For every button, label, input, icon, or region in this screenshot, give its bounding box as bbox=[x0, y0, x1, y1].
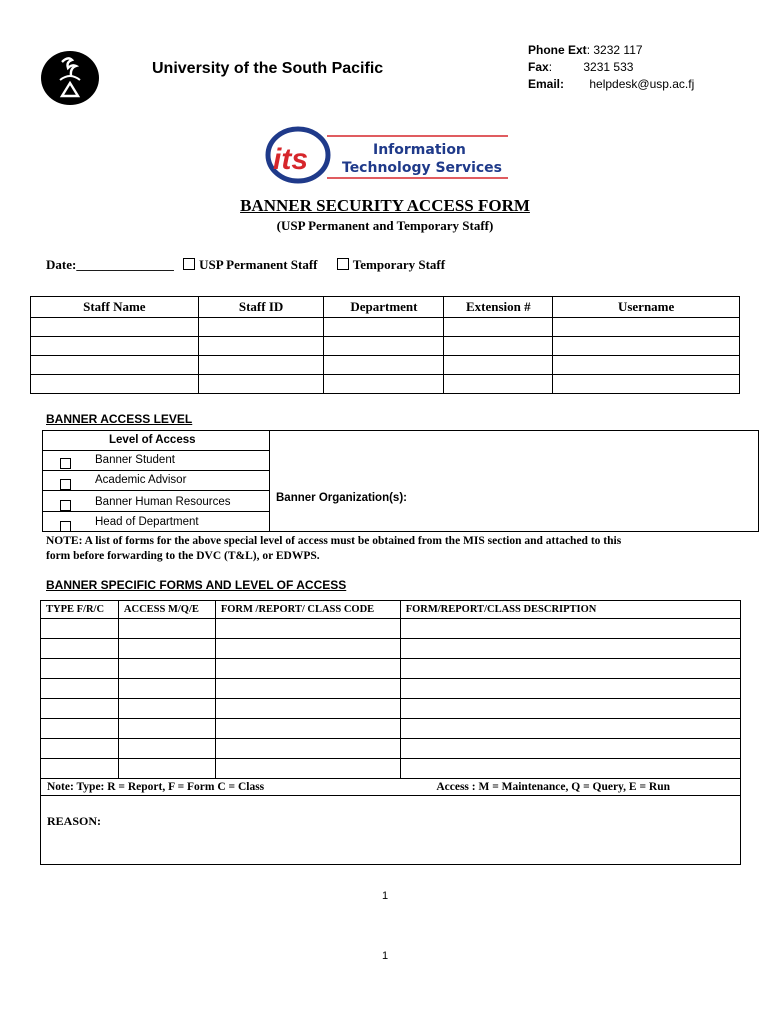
table-row bbox=[41, 759, 741, 779]
academic-advisor-checkbox[interactable] bbox=[60, 479, 71, 490]
table-cell[interactable] bbox=[400, 739, 740, 759]
table-cell[interactable] bbox=[41, 619, 119, 639]
col-description: FORM/REPORT/CLASS DESCRIPTION bbox=[400, 601, 740, 619]
table-cell[interactable] bbox=[400, 679, 740, 699]
usp-logo bbox=[40, 50, 100, 106]
table-cell[interactable] bbox=[41, 739, 119, 759]
table-cell[interactable] bbox=[31, 318, 199, 337]
table-cell[interactable] bbox=[553, 356, 740, 375]
svg-text:Technology Services: Technology Services bbox=[342, 160, 503, 176]
table-row bbox=[41, 719, 741, 739]
col-staff-id: Staff ID bbox=[198, 297, 324, 318]
table-cell[interactable] bbox=[444, 337, 553, 356]
table-row bbox=[31, 337, 740, 356]
table-cell[interactable] bbox=[215, 679, 400, 699]
banner-hr-checkbox[interactable] bbox=[60, 500, 71, 511]
table-cell[interactable] bbox=[400, 759, 740, 779]
table-cell[interactable] bbox=[118, 699, 215, 719]
table-cell[interactable] bbox=[41, 639, 119, 659]
table-cell[interactable] bbox=[553, 337, 740, 356]
temporary-staff-checkbox[interactable] bbox=[337, 258, 349, 270]
page-number: 1 bbox=[381, 890, 389, 902]
col-staff-name: Staff Name bbox=[31, 297, 199, 318]
access-level-list bbox=[43, 431, 270, 531]
col-department: Department bbox=[324, 297, 444, 318]
table-row bbox=[31, 318, 740, 337]
reason-label: REASON: bbox=[47, 814, 102, 828]
table-cell[interactable] bbox=[215, 759, 400, 779]
form-title: BANNER SECURITY ACCESS FORM bbox=[240, 196, 530, 215]
permanent-staff-label: USP Permanent Staff bbox=[199, 257, 318, 272]
access-level-heading: BANNER ACCESS LEVEL bbox=[46, 412, 193, 426]
table-cell[interactable] bbox=[198, 356, 324, 375]
table-row bbox=[31, 375, 740, 394]
table-cell[interactable] bbox=[215, 739, 400, 759]
table-cell[interactable] bbox=[400, 719, 740, 739]
banner-student-checkbox[interactable] bbox=[60, 458, 71, 469]
svg-text:Information: Information bbox=[373, 142, 466, 158]
col-code: FORM /REPORT/ CLASS CODE bbox=[215, 601, 400, 619]
reason-field[interactable] bbox=[41, 796, 741, 865]
table-row bbox=[41, 619, 741, 639]
table-cell[interactable] bbox=[118, 619, 215, 639]
table-cell[interactable] bbox=[198, 375, 324, 394]
table-cell[interactable] bbox=[324, 318, 444, 337]
table-cell[interactable] bbox=[118, 659, 215, 679]
access-option-banner-student[interactable]: Banner Student bbox=[43, 451, 269, 471]
date-line bbox=[46, 257, 445, 273]
table-cell[interactable] bbox=[118, 739, 215, 759]
table-row bbox=[41, 699, 741, 719]
table-cell[interactable] bbox=[400, 659, 740, 679]
temporary-staff-label: Temporary Staff bbox=[352, 257, 446, 272]
table-cell[interactable] bbox=[324, 337, 444, 356]
specific-forms-heading: BANNER SPECIFIC FORMS AND LEVEL OF ACCESS bbox=[46, 578, 347, 592]
col-extension: Extension # bbox=[444, 297, 553, 318]
access-level-header: Level of Access bbox=[43, 431, 269, 451]
table-cell[interactable] bbox=[444, 375, 553, 394]
table-cell[interactable] bbox=[400, 619, 740, 639]
table-cell[interactable] bbox=[198, 337, 324, 356]
table-cell[interactable] bbox=[41, 699, 119, 719]
table-cell[interactable] bbox=[553, 318, 740, 337]
forms-note-row bbox=[41, 779, 741, 796]
permanent-staff-checkbox[interactable] bbox=[183, 258, 195, 270]
table-row bbox=[41, 739, 741, 759]
table-cell[interactable] bbox=[400, 639, 740, 659]
contact-phone: Phone Ext: 3232 117 bbox=[528, 43, 643, 57]
table-cell[interactable] bbox=[215, 699, 400, 719]
table-cell[interactable] bbox=[215, 719, 400, 739]
contact-email: Email: helpdesk@usp.ac.fj bbox=[528, 77, 695, 91]
table-cell[interactable] bbox=[324, 356, 444, 375]
access-option-banner-hr[interactable]: Banner Human Resources bbox=[43, 491, 269, 512]
table-row bbox=[41, 639, 741, 659]
page-number: 1 bbox=[381, 950, 389, 962]
head-of-department-checkbox[interactable] bbox=[60, 521, 71, 532]
table-cell[interactable] bbox=[31, 356, 199, 375]
table-cell[interactable] bbox=[41, 719, 119, 739]
table-cell[interactable] bbox=[215, 619, 400, 639]
svg-text:its: its bbox=[273, 143, 309, 176]
table-row bbox=[41, 659, 741, 679]
table-cell[interactable] bbox=[198, 318, 324, 337]
table-cell[interactable] bbox=[118, 679, 215, 699]
table-cell[interactable] bbox=[324, 375, 444, 394]
banner-organization-label: Banner Organization(s): bbox=[276, 492, 407, 504]
forms-table-body bbox=[41, 619, 741, 779]
access-option-academic-advisor[interactable]: Academic Advisor bbox=[43, 471, 269, 491]
access-level-box bbox=[42, 430, 759, 532]
contact-fax: Fax: 3231 533 bbox=[528, 60, 634, 74]
access-legend: Access : M = Maintenance, Q = Query, E = Run bbox=[436, 781, 670, 793]
reason-row[interactable] bbox=[41, 796, 741, 865]
its-logo bbox=[265, 125, 510, 185]
table-row bbox=[31, 356, 740, 375]
forms-table-header bbox=[41, 601, 741, 619]
table-cell[interactable] bbox=[444, 318, 553, 337]
university-name: University of the South Pacific bbox=[152, 60, 384, 77]
table-cell[interactable] bbox=[41, 759, 119, 779]
table-cell[interactable] bbox=[31, 375, 199, 394]
table-cell[interactable] bbox=[215, 659, 400, 679]
specific-forms-table bbox=[40, 600, 741, 865]
table-cell[interactable] bbox=[400, 699, 740, 719]
staff-table-header bbox=[31, 297, 740, 318]
date-field[interactable]: Date:_______________ bbox=[46, 257, 174, 272]
staff-table bbox=[30, 296, 740, 394]
table-cell[interactable] bbox=[118, 719, 215, 739]
table-cell[interactable] bbox=[444, 356, 553, 375]
table-cell[interactable] bbox=[41, 679, 119, 699]
table-cell[interactable] bbox=[553, 375, 740, 394]
col-access: ACCESS M/Q/E bbox=[118, 601, 215, 619]
access-note: NOTE: A list of forms for the above special level of access must be obtained from the MIS section and attached to this form before forwarding to the DVC (T&L), or EDWPS. bbox=[46, 535, 622, 562]
staff-table-body bbox=[31, 318, 740, 394]
col-username: Username bbox=[553, 297, 740, 318]
contact-block bbox=[528, 42, 694, 93]
table-cell[interactable] bbox=[215, 639, 400, 659]
table-cell[interactable] bbox=[31, 337, 199, 356]
table-cell[interactable] bbox=[118, 759, 215, 779]
col-type: TYPE F/R/C bbox=[41, 601, 119, 619]
table-row bbox=[41, 679, 741, 699]
type-legend: Note: Type: R = Report, F = Form C = Class bbox=[47, 781, 265, 793]
table-cell[interactable] bbox=[41, 659, 119, 679]
table-cell[interactable] bbox=[118, 639, 215, 659]
form-subtitle: (USP Permanent and Temporary Staff) bbox=[276, 218, 494, 233]
access-option-head-of-department[interactable]: Head of Department bbox=[43, 512, 269, 531]
